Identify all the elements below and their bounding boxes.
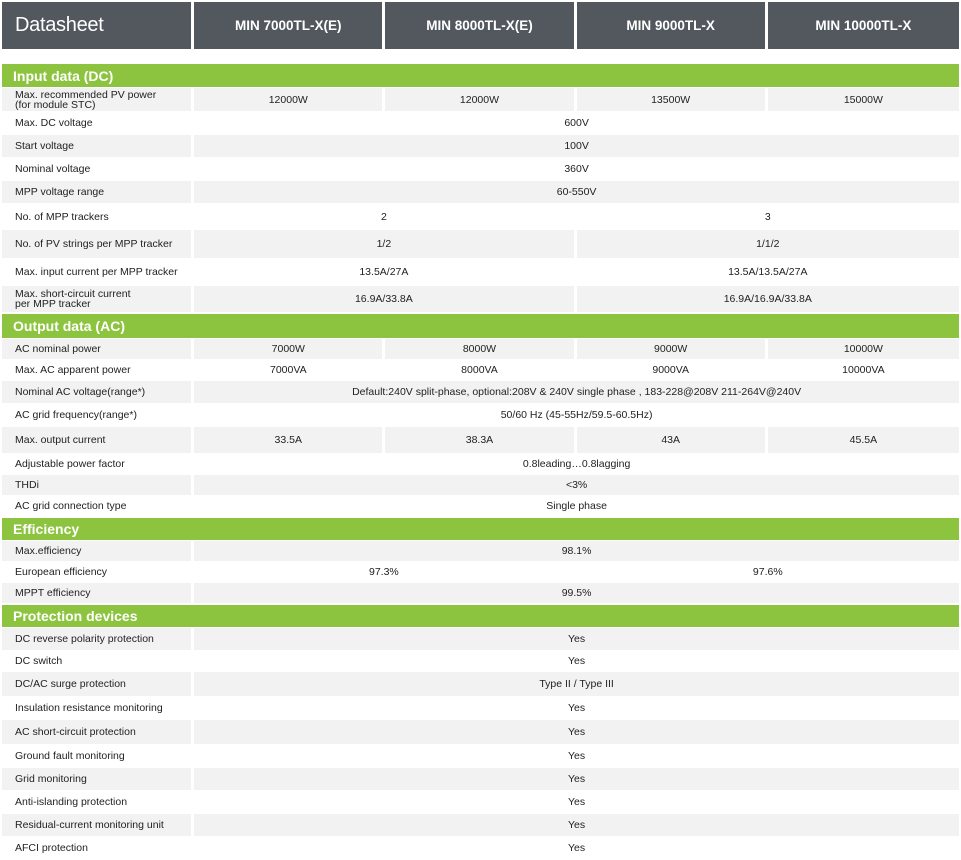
- spec-value: 9000W: [577, 339, 768, 360]
- section-header: [2, 604, 959, 628]
- spec-label: AC grid connection type: [2, 496, 194, 517]
- spec-label: AC nominal power: [2, 339, 194, 360]
- spec-label: Adjustable power factor: [2, 454, 194, 475]
- spec-body: [2, 63, 959, 860]
- spec-value: Yes: [194, 768, 959, 791]
- model-header: MIN 9000TL-X: [577, 2, 768, 49]
- spec-label: Max. DC voltage: [2, 112, 194, 135]
- header-gap: [2, 49, 959, 63]
- spec-value: 1/2: [194, 230, 576, 259]
- spec-value: 45.5A: [768, 427, 959, 454]
- header-row: [2, 2, 959, 49]
- spec-row: [2, 672, 959, 697]
- spec-value: 8000VA: [385, 360, 576, 381]
- spec-row: [2, 628, 959, 651]
- spec-label: No. of PV strings per MPP tracker: [2, 230, 194, 259]
- spec-value: Single phase: [194, 496, 959, 517]
- spec-label: European efficiency: [2, 562, 194, 583]
- spec-label: DC/AC surge protection: [2, 672, 194, 697]
- datasheet-title: Datasheet: [2, 2, 194, 49]
- spec-row: [2, 791, 959, 814]
- spec-label: Max.efficiency: [2, 541, 194, 562]
- spec-value: Default:240V split-phase, optional:208V & 240V single phase , 183-228@208V 211-264V@240V: [194, 381, 959, 404]
- spec-row: [2, 204, 959, 230]
- spec-value: 0.8leading…0.8lagging: [194, 454, 959, 475]
- spec-value: 7000W: [194, 339, 385, 360]
- spec-value: 2: [194, 204, 576, 230]
- spec-value: 97.6%: [577, 562, 959, 583]
- spec-label: Max. recommended PV power (for module STC): [2, 88, 194, 112]
- spec-value: 33.5A: [194, 427, 385, 454]
- spec-label: Max. output current: [2, 427, 194, 454]
- spec-value: Yes: [194, 791, 959, 814]
- spec-value: Type II / Type III: [194, 672, 959, 697]
- spec-row: [2, 454, 959, 475]
- spec-row: [2, 135, 959, 158]
- spec-row: [2, 181, 959, 204]
- spec-value: 360V: [194, 158, 959, 181]
- spec-value: 600V: [194, 112, 959, 135]
- spec-value: 60-550V: [194, 181, 959, 204]
- spec-label: Start voltage: [2, 135, 194, 158]
- model-header: MIN 10000TL-X: [768, 2, 959, 49]
- spec-value: 1/1/2: [577, 230, 959, 259]
- spec-value: 9000VA: [577, 360, 768, 381]
- spec-label: Nominal AC voltage(range*): [2, 381, 194, 404]
- spec-label: AFCI protection: [2, 837, 194, 860]
- spec-row: [2, 583, 959, 604]
- spec-value: 13500W: [577, 88, 768, 112]
- spec-row: [2, 230, 959, 259]
- spec-value: 3: [577, 204, 959, 230]
- spec-row: [2, 286, 959, 313]
- model-header: MIN 7000TL-X(E): [194, 2, 385, 49]
- spec-value: <3%: [194, 475, 959, 496]
- section-header: [2, 313, 959, 339]
- spec-value: 13.5A/13.5A/27A: [577, 259, 959, 286]
- spec-label: DC reverse polarity protection: [2, 628, 194, 651]
- spec-label: No. of MPP trackers: [2, 204, 194, 230]
- spec-row: [2, 158, 959, 181]
- spec-row: [2, 814, 959, 837]
- spec-label: AC grid frequency(range*): [2, 404, 194, 427]
- model-header: MIN 8000TL-X(E): [385, 2, 576, 49]
- spec-row: [2, 475, 959, 496]
- section-header: [2, 517, 959, 541]
- section-header: [2, 63, 959, 88]
- spec-value: 43A: [577, 427, 768, 454]
- section-title: Protection devices: [2, 604, 959, 628]
- spec-value: 100V: [194, 135, 959, 158]
- spec-label: DC switch: [2, 651, 194, 672]
- spec-row: [2, 360, 959, 381]
- spec-row: [2, 562, 959, 583]
- spec-label: Insulation resistance monitoring: [2, 697, 194, 720]
- spec-row: [2, 88, 959, 112]
- spec-row: [2, 339, 959, 360]
- spec-value: Yes: [194, 837, 959, 860]
- spec-row: [2, 697, 959, 720]
- spec-value: Yes: [194, 720, 959, 745]
- section-title: Efficiency: [2, 517, 959, 541]
- spec-row: [2, 541, 959, 562]
- spec-value: Yes: [194, 814, 959, 837]
- spec-row: [2, 496, 959, 517]
- spec-value: 99.5%: [194, 583, 959, 604]
- spec-label: THDi: [2, 475, 194, 496]
- spec-value: 16.9A/33.8A: [194, 286, 576, 313]
- spec-value: Yes: [194, 628, 959, 651]
- spec-value: 98.1%: [194, 541, 959, 562]
- spec-label: Anti-islanding protection: [2, 791, 194, 814]
- spec-label: Max. input current per MPP tracker: [2, 259, 194, 286]
- spec-value: 12000W: [385, 88, 576, 112]
- spec-value: 50/60 Hz (45-55Hz/59.5-60.5Hz): [194, 404, 959, 427]
- spec-row: [2, 381, 959, 404]
- spec-row: [2, 427, 959, 454]
- spec-value: 16.9A/16.9A/33.8A: [577, 286, 959, 313]
- spec-value: 97.3%: [194, 562, 576, 583]
- spec-label: Residual-current monitoring unit: [2, 814, 194, 837]
- section-title: Input data (DC): [2, 63, 959, 88]
- section-title: Output data (AC): [2, 313, 959, 339]
- spec-label: Grid monitoring: [2, 768, 194, 791]
- spec-row: [2, 745, 959, 768]
- spec-row: [2, 651, 959, 672]
- spec-row: [2, 720, 959, 745]
- spec-value: 7000VA: [194, 360, 385, 381]
- spec-label: Max. short-circuit current per MPP tracker: [2, 286, 194, 313]
- spec-value: Yes: [194, 651, 959, 672]
- spec-value: Yes: [194, 745, 959, 768]
- spec-value: 15000W: [768, 88, 959, 112]
- datasheet-table: [2, 2, 959, 860]
- spec-value: 38.3A: [385, 427, 576, 454]
- spec-value: 13.5A/27A: [194, 259, 576, 286]
- spec-value: 8000W: [385, 339, 576, 360]
- spec-value: Yes: [194, 697, 959, 720]
- spec-value: 12000W: [194, 88, 385, 112]
- spec-row: [2, 404, 959, 427]
- spec-label: Nominal voltage: [2, 158, 194, 181]
- spec-row: [2, 837, 959, 860]
- spec-label: Max. AC apparent power: [2, 360, 194, 381]
- spec-row: [2, 768, 959, 791]
- spec-label: MPPT efficiency: [2, 583, 194, 604]
- spec-label: Ground fault monitoring: [2, 745, 194, 768]
- spec-label: AC short-circuit protection: [2, 720, 194, 745]
- spec-label: MPP voltage range: [2, 181, 194, 204]
- spec-value: 10000VA: [768, 360, 959, 381]
- spec-row: [2, 112, 959, 135]
- spec-row: [2, 259, 959, 286]
- spacer: [2, 49, 959, 63]
- spec-value: 10000W: [768, 339, 959, 360]
